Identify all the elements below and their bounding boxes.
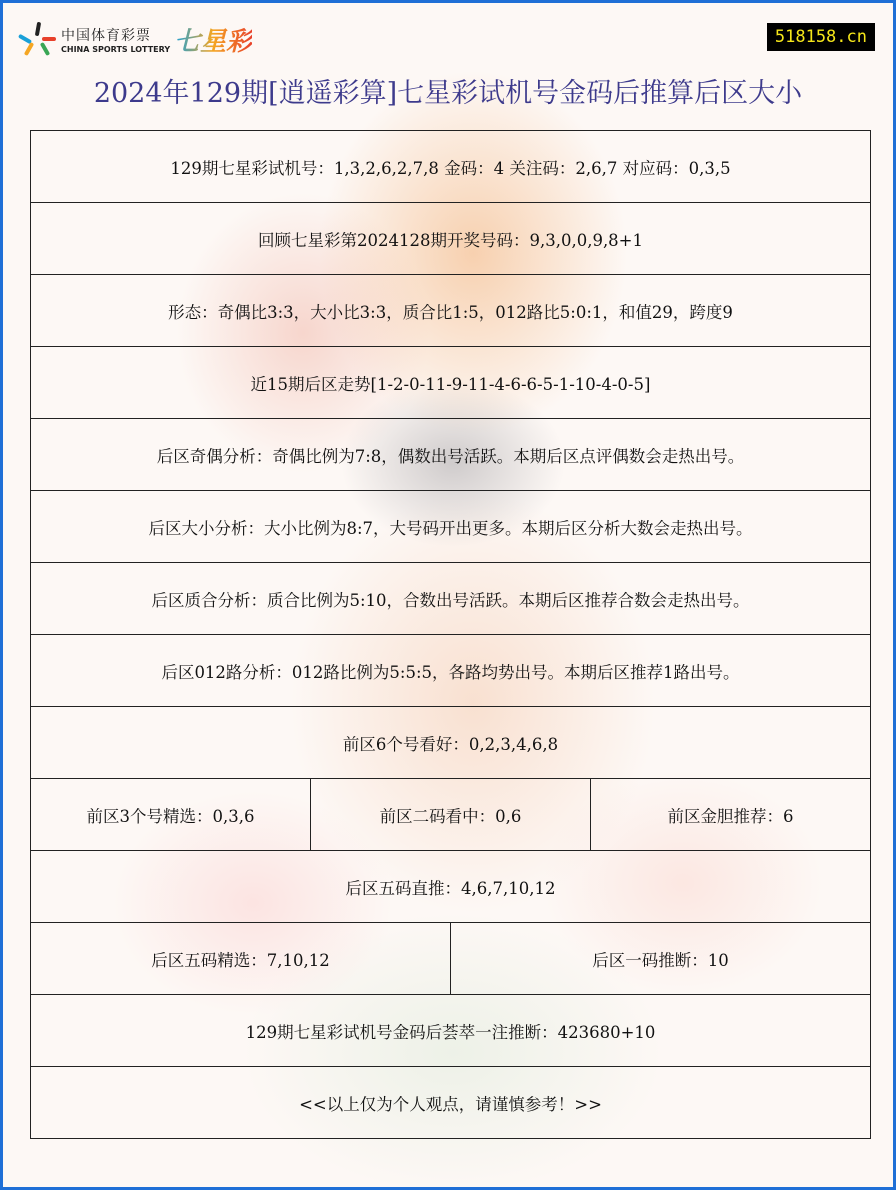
front-six-row: 前区6个号看好：0,2,3,4,6,8: [31, 707, 871, 779]
route-analysis-row: 后区012路分析：012路比例为5:5:5，各路均势出号。本期后区推荐1路出号。: [31, 635, 871, 707]
front-two-pick: 前区二码看中：0,6: [311, 779, 591, 851]
final-prediction-row: 129期七星彩试机号金码后荟萃一注推断：423680+10: [31, 995, 871, 1067]
previous-draw-row: 回顾七星彩第2024128期开奖号码：9,3,0,0,9,8+1: [31, 203, 871, 275]
back-five-row: 后区五码直推：4,6,7,10,12: [31, 851, 871, 923]
front-gold-pick: 前区金胆推荐：6: [591, 779, 871, 851]
big-small-analysis-row: 后区大小分析：大小比例为8:7，大号码开出更多。本期后区分析大数会走热出号。: [31, 491, 871, 563]
trend-row: 近15期后区走势[1-2-0-11-9-11-4-6-6-5-1-10-4-0-5]: [31, 347, 871, 419]
pattern-row: 形态：奇偶比3:3，大小比3:3，质合比1:5，012路比5:0:1，和值29，跨度9: [31, 275, 871, 347]
prime-composite-analysis-row: 后区质合分析：质合比例为5:10，合数出号活跃。本期后区推荐合数会走热出号。: [31, 563, 871, 635]
trial-number-row: 129期七星彩试机号：1,3,2,6,2,7,8 金码：4 关注码：2,6,7 对应码：0,3,5: [31, 131, 871, 203]
game-logo: 七星彩: [174, 21, 252, 58]
back-one-pick: 后区一码推断：10: [451, 923, 871, 995]
odd-even-analysis-row: 后区奇偶分析：奇偶比例为7:8，偶数出号活跃。本期后区点评偶数会走热出号。: [31, 419, 871, 491]
china-sports-lottery-logo: 中国体育彩票 CHINA SPORTS LOTTERY 七星彩: [21, 21, 252, 58]
lottery-star-icon: [21, 22, 55, 58]
back-five-select: 后区五码精选：7,10,12: [31, 923, 451, 995]
prediction-table: [30, 130, 871, 1139]
disclaimer-row: <<以上仅为个人观点，请谨慎参考！>>: [31, 1067, 871, 1139]
page-title: 2024年129期[逍遥彩算]七星彩试机号金码后推算后区大小: [93, 78, 803, 109]
site-badge[interactable]: 518158.cn: [767, 23, 875, 51]
front-three-pick: 前区3个号精选：0,3,6: [31, 779, 311, 851]
